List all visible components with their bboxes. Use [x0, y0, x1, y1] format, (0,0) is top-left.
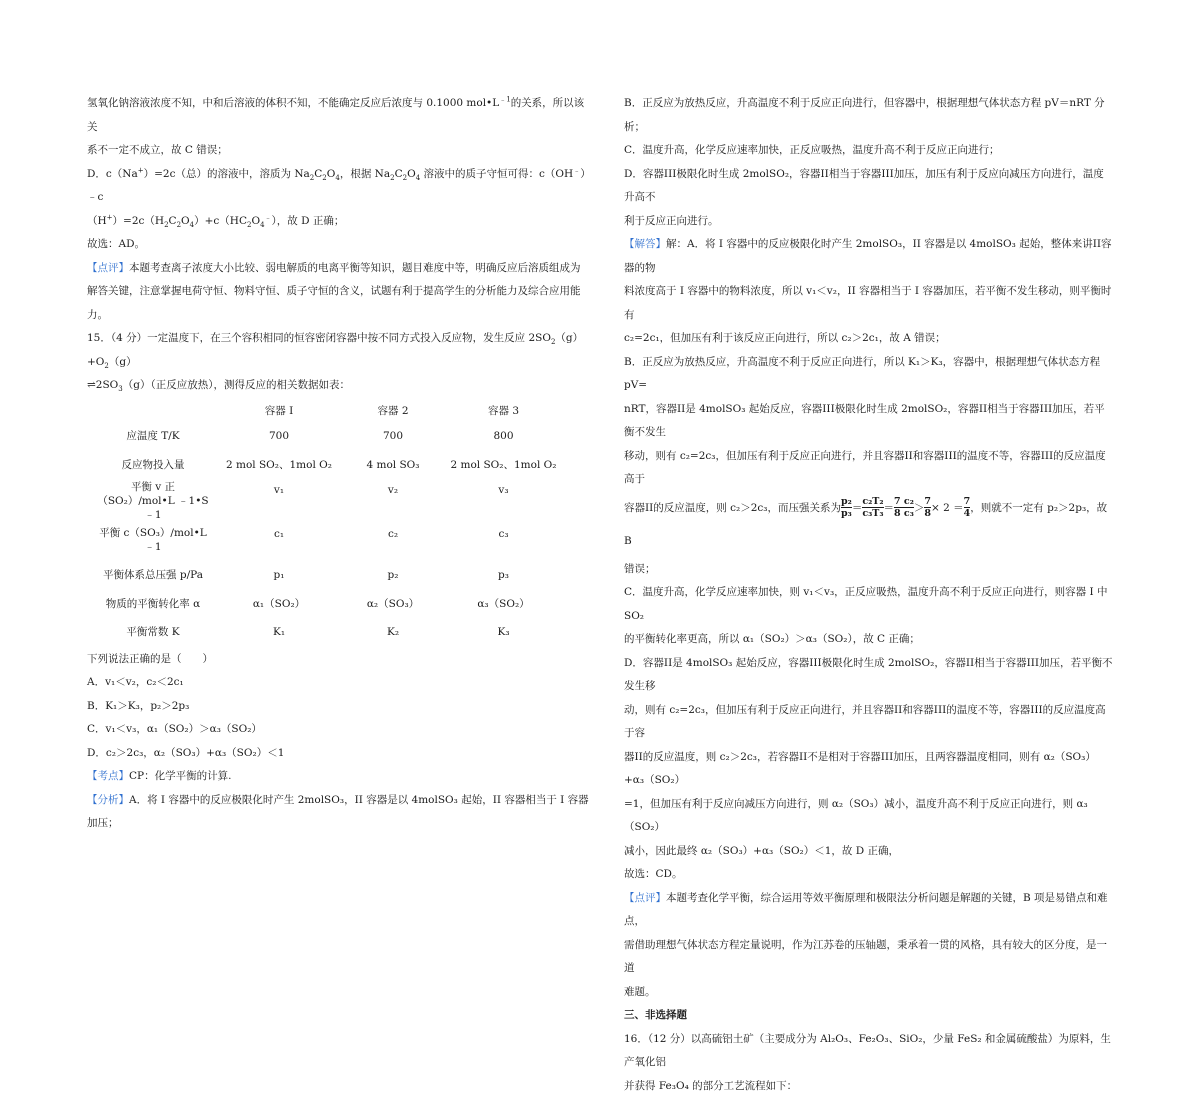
table-cell: 应温度 T/K: [87, 423, 219, 452]
text-line: C．温度升高，化学反应速率加快，正反应吸热，温度升高不利于反应正向进行；: [624, 139, 1114, 163]
table-cell: K₁: [219, 619, 339, 648]
table-cell: 4 mol SO₃: [339, 452, 447, 481]
table-cell: v₁: [219, 480, 339, 522]
fraction: $\frac{7}{8}$: [924, 496, 931, 519]
table-cell: v₂: [339, 480, 447, 522]
text-line: C．温度升高，化学反应速率加快，则 v₁＜v₃，正反应吸热，温度升高不利于反应正向进行，则容器 I 中 SO₂: [624, 581, 1114, 628]
dianping-line: 【点评】本题考查化学平衡，综合运用等效平衡原理和极限法分析问题是解题的关键，B 项是易错点和难点，: [624, 887, 1114, 934]
fraction: $\frac{\text{p₂}}{\text{p₃}}$: [841, 496, 852, 519]
table-cell: p₂: [339, 562, 447, 591]
table-header: 容器 2: [339, 400, 447, 424]
text-line: 力。: [87, 304, 590, 328]
option-b: B．K₁＞K₃，p₂＞2p₃: [87, 695, 590, 719]
table-cell: 800: [447, 423, 560, 452]
table-cell: c₁: [219, 522, 339, 562]
text-line: 解答关键，注意掌握电荷守恒、物料守恒、质子守恒的含义，试题有利于提高学生的分析能力及综合应用能: [87, 280, 590, 304]
text-line: D．c（Na+）=2c（总）的溶液中，溶质为 $Na_2C_2O_4$，根据 $Na_2C_2O_4$ 溶液中的质子守恒可得：c（OH﹣）﹣c: [87, 163, 590, 210]
question-16: 16．（12 分）以高硫铝土矿（主要成分为 Al₂O₃、Fe₂O₃、SiO₂，少量 FeS₂ 和金属硫酸盐）为原料，生产氧化铝: [624, 1028, 1114, 1075]
formula-line: 容器II的反应温度，则 c₂＞2c₃，而压强关系为 $\frac{\text{p₂}}{\text{p₃}}$ ＝ $\frac{\text{c₂T₂}}{\text{c₃T₃}}$ ＝ $\frac{\text{7 c₂}}{\text{8 c₃}}$ ＞ $\frac{7}{8}$ × 2 ＝ $\frac{7}{4}$ ，则就不一定有 p₂＞2p₃，故 B: [624, 492, 1114, 558]
text-line: nRT，容器II是 4molSO₃ 起始反应，容器III极限化时生成 2molSO₂，容器II相当于容器III加压，若平衡不发生: [624, 398, 1114, 445]
text-line: 减小，因此最终 α₂（SO₃）+α₃（SO₂）＜1，故 D 正确，: [624, 840, 1114, 864]
text-line: 系不一定不成立，故 C 错误；: [87, 139, 590, 163]
table-header: 容器 I: [219, 400, 339, 424]
option-d: D．c₂＞2c₃，α₂（SO₃）+α₃（SO₂）＜1: [87, 742, 590, 766]
table-cell: 2 mol SO₂、1mol O₂: [219, 452, 339, 481]
fraction: $\frac{7}{4}$: [964, 496, 971, 519]
fraction: $\frac{\text{c₂T₂}}{\text{c₃T₃}}$: [862, 496, 883, 519]
text-line: 需借助理想气体状态方程定量说明，作为江苏卷的压轴题，秉承着一贯的风格，具有较大的区分度，是一道: [624, 934, 1114, 981]
text-line: $\rightleftharpoons 2SO_3(g)$（正反应放热），测得反应的相关数据如表：: [87, 374, 590, 398]
table-cell: c₃: [447, 522, 560, 562]
left-column: [87, 92, 590, 836]
text-line: B．正反应为放热反应，升高温度不利于反应正向进行，所以 K₁＞K₃，容器中，根据理想气体状态方程 pV=: [624, 351, 1114, 398]
question-15: 15．（4 分）一定温度下，在三个容积相同的恒容密闭容器中按不同方式投入反应物，发生反应 $2SO_2(g)+O_2(g)$: [87, 327, 590, 374]
table-header: [87, 400, 219, 424]
table-cell: α₂（SO₃）: [339, 591, 447, 620]
text-line: c₂=2c₁，但加压有利于该反应正向进行，所以 c₂＞2c₁，故 A 错误；: [624, 327, 1114, 351]
kaodian-label: 【考点】: [87, 770, 129, 782]
text-line: B．正反应为放热反应，升高温度不利于反应正向进行，但容器中，根据理想气体状态方程 pV＝nRT 分析；: [624, 92, 1114, 139]
text-line: =1，但加压有利于反应向减压方向进行，则 α₂（SO₃）减小，温度升高不利于反应正向进行，则 α₃（SO₂）: [624, 793, 1114, 840]
text-line: 移动，则有 c₂=2c₃，但加压有利于反应正向进行，并且容器II和容器III的温度不等，容器III的反应温度高于: [624, 445, 1114, 492]
text-line: 并获得 Fe₃O₄ 的部分工艺流程如下：: [624, 1075, 1114, 1098]
fraction: $\frac{\text{7 c₂}}{\text{8 c₃}}$: [894, 496, 914, 519]
table-cell: 平衡 v 正（SO₂）/mol•L ﹣1•S ﹣1: [87, 480, 219, 522]
table-cell: α₁（SO₂）: [219, 591, 339, 620]
text-line: D．容器III极限化时生成 2molSO₂，容器II相当于容器III加压，加压有利于反应向减压方向进行，温度升高不: [624, 163, 1114, 210]
table-cell: K₃: [447, 619, 560, 648]
review-label: 【点评】: [87, 262, 129, 274]
review-line: 【点评】本题考查离子浓度大小比较、弱电解质的电离平衡等知识，题目难度中等，明确反应后溶质组成为: [87, 257, 590, 281]
table-cell: 反应物投入量: [87, 452, 219, 481]
table-cell: 700: [219, 423, 339, 452]
table-cell: K₂: [339, 619, 447, 648]
answer-line: 故选：CD。: [624, 863, 1114, 887]
text-line: 氢氧化钠溶液浓度不知，中和后溶液的体积不知，不能确定反应后浓度与 0.1000 $mol•L^{﹣1}$的关系，所以该关: [87, 92, 590, 139]
table-cell: 2 mol SO₂、1mol O₂: [447, 452, 560, 481]
right-column: [624, 92, 1114, 1098]
option-c: C．v₁＜v₃，α₁（SO₂）＞α₃（SO₂）: [87, 718, 590, 742]
text-line: 动，则有 c₂=2c₃，但加压有利于反应正向进行，并且容器II和容器III的温度不等，容器III的反应温度高于容: [624, 699, 1114, 746]
table-cell: 平衡 c（SO₃）/mol•L ﹣1: [87, 522, 219, 562]
text-line: 利于反应正向进行。: [624, 210, 1114, 234]
table-header: 容器 3: [447, 400, 560, 424]
table-cell: 平衡常数 K: [87, 619, 219, 648]
table-cell: c₂: [339, 522, 447, 562]
text-line: 器II的反应温度，则 c₂＞2c₃，若容器II不是相对于容器III加压，且两容器温度相同，则有 α₂（SO₃）+α₃（SO₂）: [624, 746, 1114, 793]
data-table: [87, 400, 590, 648]
jieda-line: 【解答】解：A．将 I 容器中的反应极限化时产生 2molSO₃，II 容器是以 4molSO₃ 起始，整体来讲II容器的物: [624, 233, 1114, 280]
table-cell: p₁: [219, 562, 339, 591]
fenxi-line: 【分析】A．将 I 容器中的反应极限化时产生 2molSO₃，II 容器是以 4molSO₃ 起始，II 容器相当于 I 容器加压；: [87, 789, 590, 836]
jieda-label: 【解答】: [624, 238, 666, 250]
section-heading: 三、非选择题: [624, 1004, 1114, 1028]
kaodian-line: 【考点】CP：化学平衡的计算.: [87, 765, 590, 789]
table-cell: p₃: [447, 562, 560, 591]
text-line: 料浓度高于 I 容器中的物料浓度，所以 v₁＜v₂，II 容器相当于 I 容器加压，若平衡不发生移动，则平衡时有: [624, 280, 1114, 327]
text-line: 错误；: [624, 558, 1114, 582]
answer-line: 故选：AD。: [87, 233, 590, 257]
question-prompt: 下列说法正确的是（ ）: [87, 648, 590, 672]
text-line: 难题。: [624, 981, 1114, 1005]
text-line: 的平衡转化率更高，所以 α₁（SO₂）＞α₃（SO₂），故 C 正确；: [624, 628, 1114, 652]
table-cell: v₃: [447, 480, 560, 522]
table-cell: 物质的平衡转化率 α: [87, 591, 219, 620]
table-cell: α₃（SO₂）: [447, 591, 560, 620]
text-line: $(H^+)=2c(H_2C_2O_4)+c(HC_2O_4^﹣)$，故 D 正确；: [87, 210, 590, 234]
text-line: D．容器II是 4molSO₃ 起始反应，容器III极限化时生成 2molSO₂，容器II相当于容器III加压，若平衡不发生移: [624, 652, 1114, 699]
dianping-label: 【点评】: [624, 892, 666, 904]
fenxi-label: 【分析】: [87, 794, 129, 806]
table-cell: 平衡体系总压强 p/Pa: [87, 562, 219, 591]
table-cell: 700: [339, 423, 447, 452]
option-a: A．v₁＜v₂，c₂＜2c₁: [87, 671, 590, 695]
